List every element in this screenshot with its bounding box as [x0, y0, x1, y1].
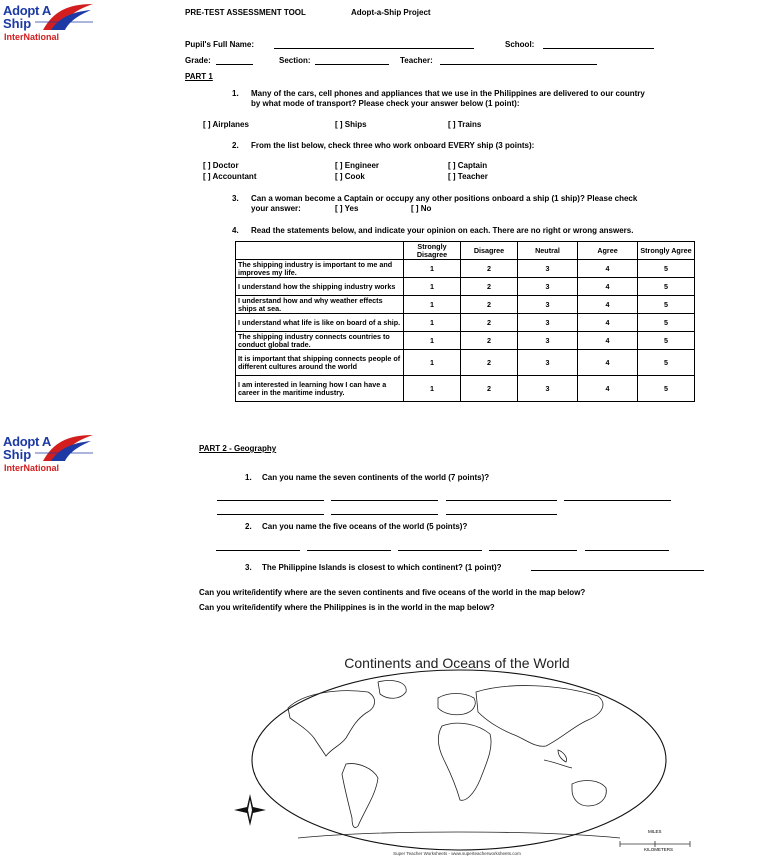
- ocean-answer-line[interactable]: [307, 550, 391, 551]
- rating-cell[interactable]: 4: [578, 260, 638, 278]
- q1-option-trains[interactable]: [ ] Trains: [448, 120, 482, 129]
- rating-cell[interactable]: 4: [578, 314, 638, 332]
- p2-q1-number: 1.: [245, 473, 252, 482]
- rating-cell[interactable]: 1: [404, 376, 461, 402]
- map-instruction-1: Can you write/identify where are the seven continents and five oceans of the world in the map below?: [199, 588, 586, 597]
- name-label: Pupil's Full Name:: [185, 40, 255, 49]
- q2-text: From the list below, check three who work onboard EVERY ship (3 points):: [251, 141, 535, 150]
- p2-q3-number: 3.: [245, 563, 252, 572]
- logo-line1: Adopt A: [3, 3, 51, 18]
- statement-cell: I understand how and why weather effects ships at sea.: [236, 296, 404, 314]
- rating-cell[interactable]: 5: [638, 278, 695, 296]
- p2-q2-number: 2.: [245, 522, 252, 531]
- q4-number: 4.: [232, 226, 239, 235]
- statement-cell: It is important that shipping connects people of different cultures around the world: [236, 350, 404, 376]
- statement-cell: The shipping industry connects countries to conduct global trade.: [236, 332, 404, 350]
- compass-rose-icon: [234, 794, 266, 826]
- rating-cell[interactable]: 4: [578, 350, 638, 376]
- rating-cell[interactable]: 5: [638, 376, 695, 402]
- part1-title: PART 1: [185, 72, 213, 81]
- ocean-answer-line[interactable]: [585, 550, 669, 551]
- table-header-cell: Strongly Disagree: [404, 242, 461, 260]
- school-line[interactable]: [543, 48, 654, 49]
- scale-km-label: KILOMETERS: [644, 847, 674, 852]
- rating-cell[interactable]: 4: [578, 278, 638, 296]
- ocean-answer-line[interactable]: [398, 550, 482, 551]
- logo-line2: Ship: [3, 16, 32, 31]
- ocean-answer-line[interactable]: [489, 550, 577, 551]
- closest-continent-line[interactable]: [531, 570, 704, 571]
- rating-cell[interactable]: 2: [461, 296, 518, 314]
- logo-line3: InterNational: [4, 32, 60, 42]
- rating-cell[interactable]: 1: [404, 332, 461, 350]
- table-row: [236, 260, 695, 278]
- grade-label: Grade:: [185, 56, 211, 65]
- map-footer: Super Teacher Worksheets - www.superteacherworksheets.com: [393, 851, 521, 856]
- rating-cell[interactable]: 1: [404, 296, 461, 314]
- rating-cell[interactable]: 4: [578, 332, 638, 350]
- ocean-answer-line[interactable]: [216, 550, 300, 551]
- table-header-blank: [236, 242, 404, 260]
- rating-cell[interactable]: 4: [578, 376, 638, 402]
- table-row: [236, 278, 695, 296]
- q3-option-yes[interactable]: [ ] Yes: [335, 204, 359, 213]
- p2-q2-text: Can you name the five oceans of the world (5 points)?: [262, 522, 468, 531]
- logo-line2: Ship: [3, 447, 32, 462]
- statement-cell: I understand what life is like on board of a ship.: [236, 314, 404, 332]
- table-header-cell: Neutral: [518, 242, 578, 260]
- rating-cell[interactable]: 2: [461, 376, 518, 402]
- rating-cell[interactable]: 2: [461, 332, 518, 350]
- rating-cell[interactable]: 1: [404, 350, 461, 376]
- map-instruction-2: Can you write/identify where the Philippines is in the world in the map below?: [199, 603, 495, 612]
- rating-cell[interactable]: 2: [461, 350, 518, 376]
- name-line[interactable]: [274, 48, 474, 49]
- rating-cell[interactable]: 2: [461, 260, 518, 278]
- opinion-table: [235, 241, 695, 402]
- statement-cell: The shipping industry is important to me and improves my life.: [236, 260, 404, 278]
- logo: [3, 433, 95, 475]
- q1-option-ships[interactable]: [ ] Ships: [335, 120, 367, 129]
- q3-option-no[interactable]: [ ] No: [411, 204, 432, 213]
- q4-text: Read the statements below, and indicate your opinion on each. There are no right or wrong answers.: [251, 226, 634, 235]
- q1-option-airplanes[interactable]: [ ] Airplanes: [203, 120, 249, 129]
- grade-line[interactable]: [216, 64, 253, 65]
- section-line[interactable]: [315, 64, 389, 65]
- q2-option-cook[interactable]: [ ] Cook: [335, 172, 365, 181]
- rating-cell[interactable]: 5: [638, 332, 695, 350]
- q2-option-engineer[interactable]: [ ] Engineer: [335, 161, 380, 170]
- statement-cell: I understand how the shipping industry works: [236, 278, 404, 296]
- table-row: [236, 350, 695, 376]
- table-row: [236, 376, 695, 402]
- rating-cell[interactable]: 3: [518, 350, 578, 376]
- part2-title: PART 2 - Geography: [199, 444, 277, 453]
- table-header-cell: Strongly Agree: [638, 242, 695, 260]
- map-title: Continents and Oceans of the World: [344, 655, 570, 671]
- rating-cell[interactable]: 5: [638, 296, 695, 314]
- scale-miles-label: MILES: [648, 829, 662, 834]
- rating-cell[interactable]: 3: [518, 314, 578, 332]
- q2-number: 2.: [232, 141, 239, 150]
- continent-answer-line[interactable]: [331, 514, 438, 515]
- teacher-label: Teacher:: [400, 56, 433, 65]
- rating-cell[interactable]: 2: [461, 314, 518, 332]
- continent-answer-line[interactable]: [217, 514, 324, 515]
- school-label: School:: [505, 40, 535, 49]
- q1-number: 1.: [232, 89, 239, 98]
- continent-answer-line[interactable]: [446, 500, 557, 501]
- rating-cell[interactable]: 3: [518, 296, 578, 314]
- continent-answer-line[interactable]: [446, 514, 557, 515]
- q2-option-captain[interactable]: [ ] Captain: [448, 161, 488, 170]
- q3-number: 3.: [232, 194, 239, 203]
- p2-q3-text: The Philippine Islands is closest to which continent? (1 point)?: [262, 563, 502, 572]
- statement-cell: I am interested in learning how I can have a career in the maritime industry.: [236, 376, 404, 402]
- section-label: Section:: [279, 56, 311, 65]
- rating-cell[interactable]: 3: [518, 278, 578, 296]
- table-header-cell: Disagree: [461, 242, 518, 260]
- world-map[interactable]: [228, 668, 708, 854]
- q1-text-line2: by what mode of transport? Please check your answer below (1 point):: [251, 99, 520, 108]
- continent-answer-line[interactable]: [331, 500, 438, 501]
- rating-cell[interactable]: 1: [404, 260, 461, 278]
- table-row: [236, 296, 695, 314]
- header-tool: PRE-TEST ASSESSMENT TOOL: [185, 8, 306, 17]
- q2-option-accountant[interactable]: [ ] Accountant: [203, 172, 257, 181]
- q3-text-line2: your answer:: [251, 204, 301, 213]
- p2-q1-text: Can you name the seven continents of the world (7 points)?: [262, 473, 490, 482]
- q3-text-line1: Can a woman become a Captain or occupy any other positions onboard a ship (1 ship)? Please check: [251, 194, 638, 203]
- logo-line3: InterNational: [4, 463, 60, 473]
- table-header-row: [236, 242, 695, 260]
- logo: [3, 2, 95, 44]
- table-row: [236, 332, 695, 350]
- rating-cell[interactable]: 5: [638, 314, 695, 332]
- q2-option-teacher[interactable]: [ ] Teacher: [448, 172, 488, 181]
- rating-cell[interactable]: 5: [638, 350, 695, 376]
- teacher-line[interactable]: [440, 64, 597, 65]
- header-project: Adopt-a-Ship Project: [351, 8, 431, 17]
- rating-cell[interactable]: 4: [578, 296, 638, 314]
- logo-line1: Adopt A: [3, 434, 51, 449]
- rating-cell[interactable]: 5: [638, 260, 695, 278]
- table-row: [236, 314, 695, 332]
- rating-cell[interactable]: 3: [518, 332, 578, 350]
- q2-option-doctor[interactable]: [ ] Doctor: [203, 161, 239, 170]
- q1-text-line1: Many of the cars, cell phones and appliances that we use in the Philippines are delivered to our country: [251, 89, 645, 98]
- rating-cell[interactable]: 1: [404, 314, 461, 332]
- rating-cell[interactable]: 2: [461, 278, 518, 296]
- continent-answer-line[interactable]: [217, 500, 324, 501]
- continent-answer-line[interactable]: [564, 500, 671, 501]
- rating-cell[interactable]: 3: [518, 376, 578, 402]
- table-header-cell: Agree: [578, 242, 638, 260]
- rating-cell[interactable]: 1: [404, 278, 461, 296]
- rating-cell[interactable]: 3: [518, 260, 578, 278]
